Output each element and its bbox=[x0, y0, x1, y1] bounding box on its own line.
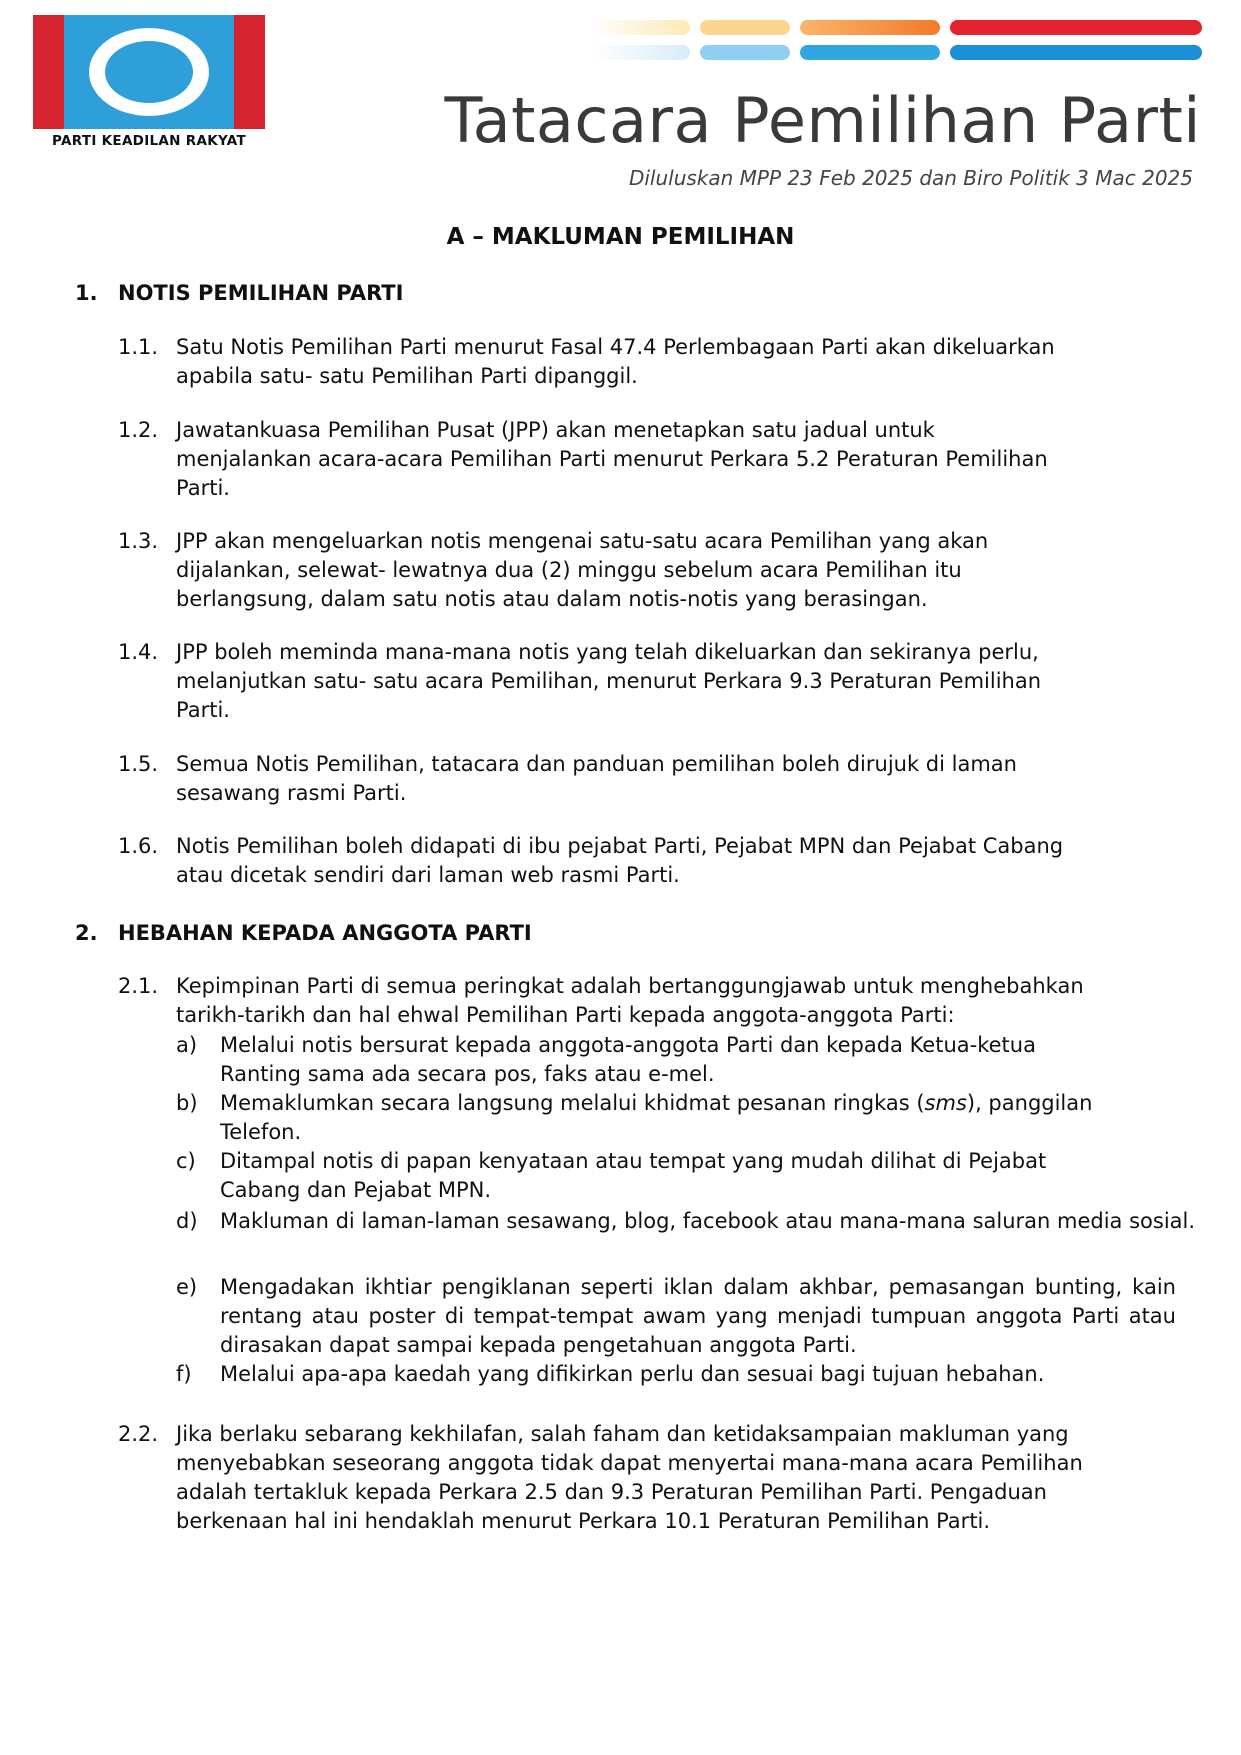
section-2-heading: 2. HEBAHAN KEPADA ANGGOTA PARTI bbox=[75, 921, 532, 945]
stripe-bar bbox=[950, 45, 1202, 60]
sub-list-item: d) Makluman di laman-laman sesawang, blog, facebook atau mana-mana saluran media sosial. bbox=[176, 1209, 1196, 1233]
list-item: 2.1. Kepimpinan Parti di semua peringkat adalah bertanggungjawab untuk menghebahkan tarikh-tarikh dan hal ehwal Pemilihan Parti kepada anggota-anggota Parti: bbox=[118, 974, 1084, 1027]
section-1-heading: 1. NOTIS PEMILIHAN PARTI bbox=[75, 281, 404, 305]
sub-list-item: c) Ditampal notis di papan kenyataan atau tempat yang mudah dilihat di Pejabat Cabang dan Pejabat MPN. bbox=[176, 1149, 1047, 1202]
sub-list-item: b) Memaklumkan secara langsung melalui khidmat pesanan ringkas (sms), panggilan Telefon. bbox=[176, 1091, 1093, 1144]
list-item: 1.2. Jawatankuasa Pemilihan Pusat (JPP) akan menetapkan satu jadual untuk menjalankan acara-acara Pemilihan Parti menurut Perkara 5.2 Peraturan Pemilihan Parti. bbox=[118, 418, 1048, 500]
list-item: 1.1. Satu Notis Pemilihan Parti menurut Fasal 47.4 Perlembagaan Parti akan dikeluarkan apabila satu- satu Pemilihan Parti dipanggil. bbox=[118, 335, 1055, 388]
logo-emblem bbox=[33, 15, 265, 129]
sub-list-item: a) Melalui notis bersurat kepada anggota-anggota Parti dan kepada Ketua-ketua Ranting sama ada secara pos, faks atau e-mel. bbox=[176, 1033, 1036, 1086]
stripe-bar bbox=[700, 45, 790, 60]
header-stripes bbox=[590, 20, 1200, 66]
list-item: 1.4. JPP boleh meminda mana-mana notis yang telah dikeluarkan dan sekiranya perlu, melanjutkan satu- satu acara Pemilihan, menurut Perkara 9.3 Peraturan Pemilihan Parti. bbox=[118, 640, 1042, 722]
list-item: 1.6. Notis Pemilihan boleh didapati di ibu pejabat Parti, Pejabat MPN dan Pejabat Cabang atau dicetak sendiri dari laman web rasmi Parti. bbox=[118, 834, 1064, 887]
page-title: Tatacara Pemilihan Parti bbox=[444, 84, 1201, 157]
page-subtitle: Diluluskan MPP 23 Feb 2025 dan Biro Politik 3 Mac 2025 bbox=[628, 166, 1193, 190]
logo-ring-icon bbox=[89, 28, 209, 116]
list-item: 1.3. JPP akan mengeluarkan notis mengenai satu-satu acara Pemilihan yang akan dijalankan, selewat- lewatnya dua (2) minggu sebelum acara Pemilihan itu berlangsung, dalam satu notis atau dalam notis-notis yang berasingan. bbox=[118, 529, 989, 611]
sub-list-item: e) Mengadakan ikhtiar pengiklanan seperti iklan dalam akhbar, pemasangan bunting, kain rentang atau poster di tempat-tempat awam yang menjadi tumpuan anggota Parti atau dirasakan dapat sampai kepada pengetahuan anggota Parti. bbox=[176, 1275, 1176, 1357]
party-logo bbox=[33, 15, 265, 151]
logo-text: PARTI KEADILAN RAKYAT bbox=[52, 133, 246, 149]
stripe-bar bbox=[800, 45, 940, 60]
section-heading: A – MAKLUMAN PEMILIHAN bbox=[446, 224, 795, 250]
stripe-bar bbox=[800, 20, 940, 35]
sub-list-item: f) Melalui apa-apa kaedah yang difikirkan perlu dan sesuai bagi tujuan hebahan. bbox=[176, 1362, 1045, 1386]
stripe-bar bbox=[590, 45, 690, 60]
stripe-bar bbox=[700, 20, 790, 35]
list-item: 1.5. Semua Notis Pemilihan, tatacara dan panduan pemilihan boleh dirujuk di laman sesawang rasmi Parti. bbox=[118, 752, 1017, 805]
list-item: 2.2. Jika berlaku sebarang kekhilafan, salah faham dan ketidaksampaian makluman yang menyebabkan seseorang anggota tidak dapat menyertai mana-mana acara Pemilihan adalah tertakluk kepada Perkara 2.5 dan 9.3 Peraturan Pemilihan Parti. Pengaduan berkenaan hal ini hendaklah menurut Perkara 10.1 Peraturan Pemilihan Parti. bbox=[118, 1422, 1083, 1533]
stripe-bar bbox=[950, 20, 1202, 35]
stripe-bar bbox=[590, 20, 690, 35]
